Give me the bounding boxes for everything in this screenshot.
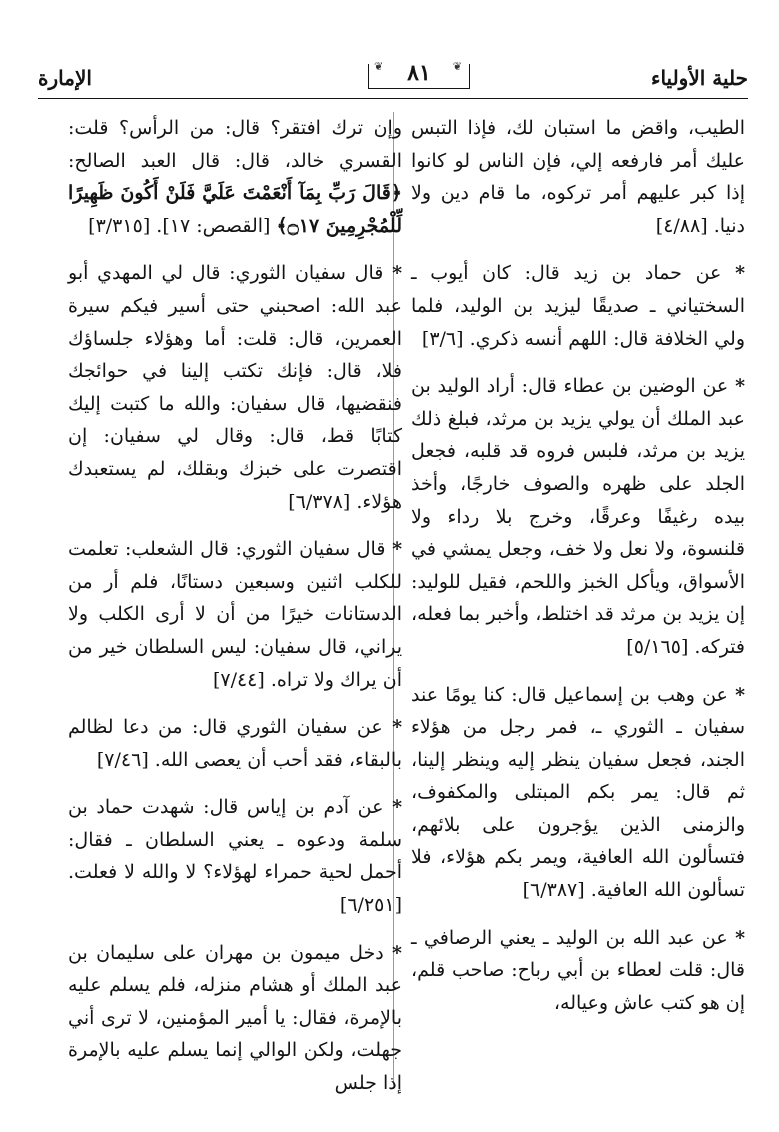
page-number-frame <box>368 58 470 89</box>
entry <box>68 711 402 776</box>
entry-text: قال سفيان الثوري: قال لي المهدي أبو عبد الله: اصحبني حتى أسير فيكم سيرة العمرين، قال: قلت: أما وهؤلاء جلساؤك فلا، قال: فإنك تكتب إلينا في حوائجك فنقضيها، قال سفيان: والله ما كتبت إليك كتابًا قط، قال: وقال لي سفيان: إن اقتصرت على خبزك وبقلك، لم يستعبدك هؤلاء. <box>68 262 402 513</box>
left-column <box>68 112 402 1115</box>
entry-bullet: * <box>392 796 402 819</box>
ornament-right-icon: ❦ <box>452 60 462 73</box>
entry-bullet: * <box>392 941 402 964</box>
entry-ref: [٦/٣٧٨] <box>288 490 351 513</box>
entry <box>68 257 402 518</box>
entry-continuation <box>68 112 402 242</box>
entry <box>411 370 745 663</box>
entry <box>411 922 745 1020</box>
right-column <box>411 112 745 1034</box>
entry-text: عن آدم بن إياس قال: شهدت حماد بن سلمة ودعوه ـ يعني السلطان ـ فقال: أحمل لحية حمراء لهؤلاء؟ لا والله لا فعلت. <box>68 796 402 884</box>
entry-bullet: * <box>392 716 402 739</box>
entry-text: قال سفيان الثوري: قال الشعلب: تعلمت للكلب اثنين وسبعين دستانًا، فلم أر من الدستانات خيرًا من أن لا أرى الكلب ولا يراني، قال سفيان: ليس السلطان خير من أن يراك ولا تراه. <box>68 538 402 691</box>
entry-continuation <box>411 112 745 242</box>
entry <box>68 533 402 696</box>
chapter-title: الإمارة <box>38 66 92 90</box>
entry-ref: [٣/٦] <box>421 327 464 350</box>
entry <box>68 937 402 1100</box>
entry-bullet: * <box>735 262 745 285</box>
entry-text: عن وهب بن إسماعيل قال: كنا يومًا عند سفيان ـ الثوري ـ، فمر رجل من هؤلاء الجند، فجعل سفيان ينظر إليه وينظر إلينا، ثم قال: يمر بكم المبتلى والمكفوف، والزمنى الذين يؤجرون على بلائهم، فتسألون الله العافية، ويمر بكم هؤلاء، فلا تسألون الله العافية. <box>411 683 745 902</box>
header-rule <box>38 98 748 99</box>
entry-bullet: * <box>735 375 745 398</box>
ornament-left-icon: ❦ <box>374 60 384 73</box>
entry-bullet: * <box>735 926 745 949</box>
entry-ref: [٥/١٦٥] <box>626 635 689 658</box>
page-header <box>38 58 748 96</box>
page-number: ٨١ <box>407 60 431 86</box>
entry-ref: [٦/٣٨٧] <box>522 879 585 902</box>
entry-bullet: * <box>392 262 402 285</box>
frame-tick-left <box>368 64 369 88</box>
verse-citation: [القصص: ١٧]. <box>156 214 271 237</box>
entry-text: وإن ترك افتقر؟ قال: من الرأس؟ قلت: القسري خالد، قال: قال العبد الصالح: <box>68 117 402 172</box>
entry-text: دخل ميمون بن مهران على سليمان بن عبد الملك أو هشام منزله، فلم يسلم عليه بالإمرة، فقال: يا أمير المؤمنين، لا ترى أني جهلت، ولكن الوالي إنما يسلم عليه بالإمرة إذا جلس <box>68 941 402 1095</box>
book-title: حلية الأولياء <box>651 66 748 90</box>
entry-text: عن سفيان الثوري قال: من دعا لظالم بالبقاء، فقد أحب أن يعصى الله. <box>68 716 402 771</box>
entry <box>68 791 402 921</box>
frame-tick-right <box>469 64 470 88</box>
entry-text: عن حماد بن زيد قال: كان أيوب ـ السختياني ـ صديقًا ليزيد بن الوليد، فلما ولي الخلافة قال: اللهم أنسه ذكري. <box>411 262 745 350</box>
quran-verse: ﴿قَالَ رَبِّ بِمَآ أَنْعَمْتَ عَلَيَّ فَلَنْ أَكُونَ ظَهِيرًا لِّلْمُجْرِمِينَ ۝١٧﴾ <box>68 182 402 237</box>
entry <box>411 257 745 355</box>
entry-ref: [٧/٤٦] <box>96 748 149 771</box>
entry-ref: [٣/٣١٥] <box>88 214 151 237</box>
entry-ref: [٤/٨٨] <box>655 214 708 237</box>
entry-ref: [٦/٢٥١] <box>339 894 402 917</box>
entry-ref: [٧/٤٤] <box>212 668 265 691</box>
entry-text: الطيب، واقض ما استبان لك، فإذا التبس عليك أمر فارفعه إلي، فإن الناس لو كانوا إذا كبر عليهم أمر تركوه، ما قام دين ولا دنيا. <box>411 117 745 237</box>
entry-bullet: * <box>392 538 402 561</box>
entry-text: عن الوضين بن عطاء قال: أراد الوليد بن عبد الملك أن يولي يزيد بن مرثد، فبلغ ذلك يزيد بن مرثد، فلبس فروه قد قلبه، فجعل الجلد على ظهره والصوف خارجًا، وأخذ بيده رغيفًا وعرقًا، وخرج بلا رداء ولا قلنسوة، ولا نعل ولا خف، وجعل يمشي في الأسواق، ويأكل الخبز واللحم، فقيل للوليد: إن يزيد بن مرثد قد اختلط، وأخبر بما فعله، فتركه. <box>411 375 745 658</box>
entry <box>411 679 745 907</box>
entry-bullet: * <box>735 683 745 706</box>
entry-text: عن عبد الله بن الوليد ـ يعني الرصافي ـ قال: قلت لعطاء بن أبي رباح: صاحب قلم، إن هو كتب عاش وعياله، <box>411 926 745 1014</box>
